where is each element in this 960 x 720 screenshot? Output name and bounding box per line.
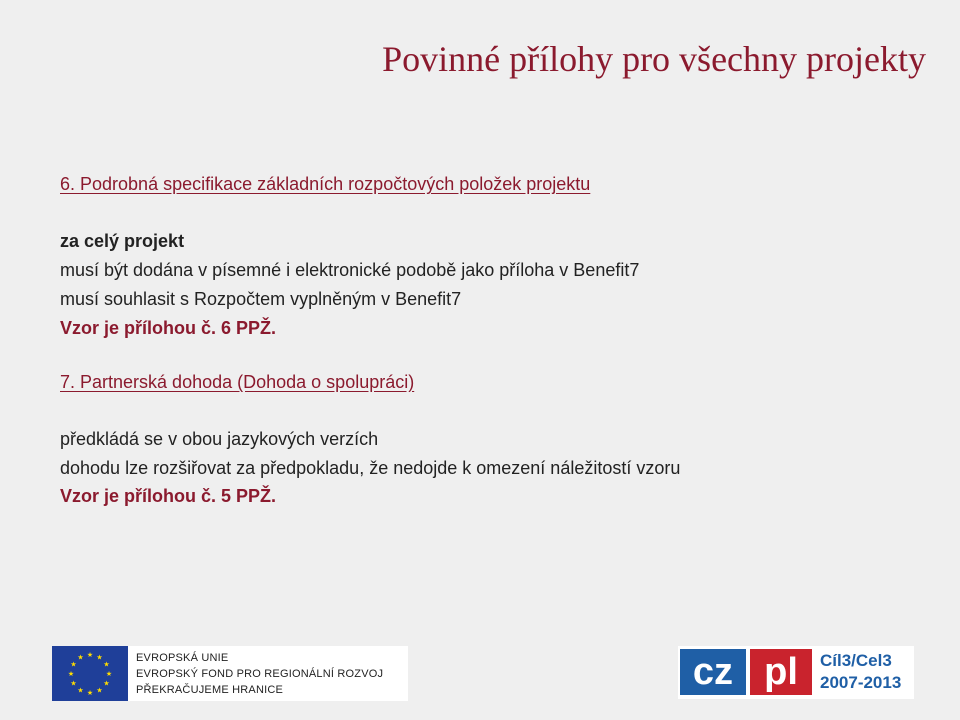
czpl-logo-text <box>820 650 901 694</box>
czpl-line-2: 2007-2013 <box>820 673 902 692</box>
eu-star-icon: ★ <box>103 680 110 688</box>
section-6-line-2: musí souhlasit s Rozpočtem vyplněným v Benefit7 <box>60 289 462 309</box>
eu-logo-text <box>136 650 383 698</box>
eu-star-icon: ★ <box>77 654 84 662</box>
eu-star-icon: ★ <box>67 671 75 678</box>
section-7-line-1: předkládá se v obou jazykových verzích <box>60 429 379 449</box>
eu-star-icon: ★ <box>77 687 84 695</box>
czpl-logo <box>678 646 914 699</box>
eu-star-icon: ★ <box>96 687 103 695</box>
czpl-cz-mark: cz <box>680 649 746 695</box>
eu-star-icon: ★ <box>70 661 77 669</box>
section-7-attachment: Vzor je přílohou č. 5 PPŽ. <box>60 486 277 506</box>
eu-star-icon: ★ <box>105 671 113 678</box>
page-title: Povinné přílohy pro všechny projekty <box>382 39 926 79</box>
eu-flag-icon <box>52 646 128 701</box>
czpl-line-1: Cíl3/Cel3 <box>820 651 892 670</box>
eu-star-icon: ★ <box>86 652 94 659</box>
eu-star-icon: ★ <box>96 654 103 662</box>
section-6-attachment: Vzor je přílohou č. 6 PPŽ. <box>60 318 277 338</box>
eu-logo <box>52 646 408 701</box>
section-7-line-2: dohodu lze rozšiřovat za předpokladu, že nedojde k omezení náležitostí vzoru <box>60 458 681 478</box>
section-6-heading: 6. Podrobná specifikace základních rozpočtových položek projektu <box>60 174 591 194</box>
section-7-heading: 7. Partnerská dohoda (Dohoda o spolupráci) <box>60 372 415 392</box>
eu-star-icon: ★ <box>86 690 94 697</box>
eu-line-3: PŘEKRAČUJEME HRANICE <box>136 684 284 696</box>
eu-star-icon: ★ <box>70 680 77 688</box>
czpl-pl-mark: pl <box>750 649 812 695</box>
section-6-line-1: musí být dodána v písemné i elektronické podobě jako příloha v Benefit7 <box>60 260 640 280</box>
eu-line-1: EVROPSKÁ UNIE <box>136 652 229 664</box>
eu-line-2: EVROPSKÝ FOND PRO REGIONÁLNÍ ROZVOJ <box>136 668 384 680</box>
section-6-subheading: za celý projekt <box>60 231 185 251</box>
eu-star-icon: ★ <box>103 661 110 669</box>
